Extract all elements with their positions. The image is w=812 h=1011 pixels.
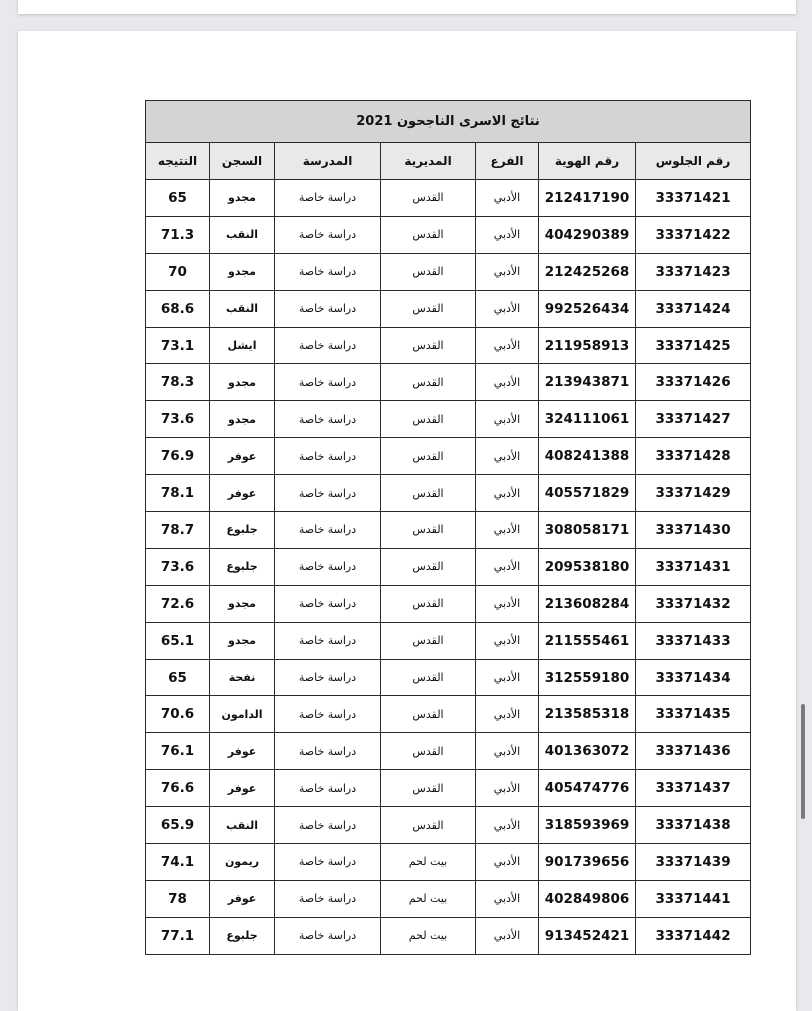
id-number-cell: 324111061 <box>539 401 636 438</box>
prison-cell: جلبوع <box>210 512 275 549</box>
column-header-id-number: رقم الهوية <box>539 143 636 180</box>
column-header-prison: السجن <box>210 143 275 180</box>
branch-cell: الأدبي <box>476 180 539 217</box>
directorate-cell: القدس <box>381 216 476 253</box>
table-row <box>146 290 751 327</box>
school-cell: دراسة خاصة <box>275 622 381 659</box>
directorate-cell: القدس <box>381 548 476 585</box>
school-cell: دراسة خاصة <box>275 253 381 290</box>
prison-cell: ريمون <box>210 844 275 881</box>
id-number-cell: 308058171 <box>539 512 636 549</box>
table-row <box>146 253 751 290</box>
document-page <box>18 31 796 1011</box>
directorate-cell: القدس <box>381 327 476 364</box>
school-cell: دراسة خاصة <box>275 475 381 512</box>
id-number-cell: 211958913 <box>539 327 636 364</box>
column-header-result: النتيجه <box>146 143 210 180</box>
seat-number-cell: 33371421 <box>636 180 751 217</box>
id-number-cell: 213943871 <box>539 364 636 401</box>
seat-number-cell: 33371435 <box>636 696 751 733</box>
result-cell: 65.1 <box>146 622 210 659</box>
seat-number-cell: 33371442 <box>636 917 751 954</box>
prison-cell: النقب <box>210 216 275 253</box>
result-cell: 78.1 <box>146 475 210 512</box>
seat-number-cell: 33371425 <box>636 327 751 364</box>
prison-cell: عوفر <box>210 880 275 917</box>
prison-cell: مجدو <box>210 622 275 659</box>
id-number-cell: 318593969 <box>539 807 636 844</box>
id-number-cell: 312559180 <box>539 659 636 696</box>
id-number-cell: 213608284 <box>539 585 636 622</box>
id-number-cell: 408241388 <box>539 438 636 475</box>
branch-cell: الأدبي <box>476 622 539 659</box>
result-cell: 76.6 <box>146 770 210 807</box>
seat-number-cell: 33371433 <box>636 622 751 659</box>
school-cell: دراسة خاصة <box>275 512 381 549</box>
id-number-cell: 404290389 <box>539 216 636 253</box>
seat-number-cell: 33371431 <box>636 548 751 585</box>
branch-cell: الأدبي <box>476 917 539 954</box>
seat-number-cell: 33371422 <box>636 216 751 253</box>
directorate-cell: القدس <box>381 770 476 807</box>
school-cell: دراسة خاصة <box>275 696 381 733</box>
school-cell: دراسة خاصة <box>275 216 381 253</box>
directorate-cell: القدس <box>381 364 476 401</box>
branch-cell: الأدبي <box>476 327 539 364</box>
school-cell: دراسة خاصة <box>275 659 381 696</box>
seat-number-cell: 33371441 <box>636 880 751 917</box>
table-row <box>146 844 751 881</box>
prison-cell: نفحة <box>210 659 275 696</box>
school-cell: دراسة خاصة <box>275 880 381 917</box>
table-row <box>146 364 751 401</box>
id-number-cell: 213585318 <box>539 696 636 733</box>
seat-number-cell: 33371428 <box>636 438 751 475</box>
result-cell: 76.9 <box>146 438 210 475</box>
directorate-cell: القدس <box>381 290 476 327</box>
directorate-cell: القدس <box>381 733 476 770</box>
result-cell: 78.3 <box>146 364 210 401</box>
branch-cell: الأدبي <box>476 770 539 807</box>
directorate-cell: القدس <box>381 807 476 844</box>
id-number-cell: 212425268 <box>539 253 636 290</box>
table-row <box>146 807 751 844</box>
seat-number-cell: 33371427 <box>636 401 751 438</box>
school-cell: دراسة خاصة <box>275 585 381 622</box>
prison-cell: مجدو <box>210 253 275 290</box>
directorate-cell: بيت لحم <box>381 917 476 954</box>
prison-cell: مجدو <box>210 364 275 401</box>
directorate-cell: القدس <box>381 180 476 217</box>
id-number-cell: 401363072 <box>539 733 636 770</box>
previous-page-edge <box>18 0 796 14</box>
directorate-cell: القدس <box>381 585 476 622</box>
scrollbar-thumb[interactable] <box>801 704 805 819</box>
seat-number-cell: 33371426 <box>636 364 751 401</box>
school-cell: دراسة خاصة <box>275 733 381 770</box>
branch-cell: الأدبي <box>476 659 539 696</box>
school-cell: دراسة خاصة <box>275 807 381 844</box>
id-number-cell: 901739656 <box>539 844 636 881</box>
table-row <box>146 733 751 770</box>
seat-number-cell: 33371434 <box>636 659 751 696</box>
column-header-directorate: المديرية <box>381 143 476 180</box>
table-row <box>146 622 751 659</box>
id-number-cell: 992526434 <box>539 290 636 327</box>
directorate-cell: القدس <box>381 512 476 549</box>
result-cell: 70 <box>146 253 210 290</box>
school-cell: دراسة خاصة <box>275 844 381 881</box>
result-cell: 78 <box>146 880 210 917</box>
result-cell: 77.1 <box>146 917 210 954</box>
directorate-cell: القدس <box>381 659 476 696</box>
prison-cell: جلبوع <box>210 917 275 954</box>
school-cell: دراسة خاصة <box>275 327 381 364</box>
prison-cell: النقب <box>210 290 275 327</box>
branch-cell: الأدبي <box>476 880 539 917</box>
school-cell: دراسة خاصة <box>275 364 381 401</box>
prison-cell: الدامون <box>210 696 275 733</box>
id-number-cell: 212417190 <box>539 180 636 217</box>
seat-number-cell: 33371424 <box>636 290 751 327</box>
directorate-cell: القدس <box>381 622 476 659</box>
id-number-cell: 405571829 <box>539 475 636 512</box>
seat-number-cell: 33371423 <box>636 253 751 290</box>
seat-number-cell: 33371437 <box>636 770 751 807</box>
result-cell: 78.7 <box>146 512 210 549</box>
result-cell: 65.9 <box>146 807 210 844</box>
table-title: نتائج الاسرى الناجحون 2021 <box>146 101 751 143</box>
prison-cell: مجدو <box>210 401 275 438</box>
branch-cell: الأدبي <box>476 696 539 733</box>
id-number-cell: 209538180 <box>539 548 636 585</box>
branch-cell: الأدبي <box>476 216 539 253</box>
prison-cell: مجدو <box>210 585 275 622</box>
table-row <box>146 917 751 954</box>
table-row <box>146 880 751 917</box>
prison-cell: جلبوع <box>210 548 275 585</box>
result-cell: 73.1 <box>146 327 210 364</box>
branch-cell: الأدبي <box>476 438 539 475</box>
result-cell: 70.6 <box>146 696 210 733</box>
prison-cell: عوفر <box>210 733 275 770</box>
directorate-cell: القدس <box>381 253 476 290</box>
prison-cell: عوفر <box>210 438 275 475</box>
directorate-cell: القدس <box>381 475 476 512</box>
table-row <box>146 770 751 807</box>
school-cell: دراسة خاصة <box>275 917 381 954</box>
header-row <box>146 143 751 180</box>
table-row <box>146 512 751 549</box>
prison-cell: عوفر <box>210 475 275 512</box>
table-row <box>146 696 751 733</box>
branch-cell: الأدبي <box>476 807 539 844</box>
seat-number-cell: 33371436 <box>636 733 751 770</box>
directorate-cell: القدس <box>381 696 476 733</box>
seat-number-cell: 33371432 <box>636 585 751 622</box>
branch-cell: الأدبي <box>476 844 539 881</box>
prison-cell: عوفر <box>210 770 275 807</box>
branch-cell: الأدبي <box>476 512 539 549</box>
directorate-cell: القدس <box>381 438 476 475</box>
school-cell: دراسة خاصة <box>275 548 381 585</box>
table-row <box>146 548 751 585</box>
school-cell: دراسة خاصة <box>275 180 381 217</box>
directorate-cell: القدس <box>381 401 476 438</box>
school-cell: دراسة خاصة <box>275 770 381 807</box>
school-cell: دراسة خاصة <box>275 290 381 327</box>
branch-cell: الأدبي <box>476 585 539 622</box>
directorate-cell: بيت لحم <box>381 844 476 881</box>
results-table <box>145 100 751 955</box>
school-cell: دراسة خاصة <box>275 438 381 475</box>
school-cell: دراسة خاصة <box>275 401 381 438</box>
branch-cell: الأدبي <box>476 253 539 290</box>
result-cell: 76.1 <box>146 733 210 770</box>
result-cell: 73.6 <box>146 548 210 585</box>
table-row <box>146 585 751 622</box>
directorate-cell: بيت لحم <box>381 880 476 917</box>
branch-cell: الأدبي <box>476 548 539 585</box>
result-cell: 73.6 <box>146 401 210 438</box>
prison-cell: النقب <box>210 807 275 844</box>
id-number-cell: 913452421 <box>539 917 636 954</box>
table-row <box>146 438 751 475</box>
column-header-seat-number: رقم الجلوس <box>636 143 751 180</box>
prison-cell: ايشل <box>210 327 275 364</box>
branch-cell: الأدبي <box>476 733 539 770</box>
id-number-cell: 402849806 <box>539 880 636 917</box>
column-header-school: المدرسة <box>275 143 381 180</box>
branch-cell: الأدبي <box>476 290 539 327</box>
column-header-branch: الفرع <box>476 143 539 180</box>
prison-cell: مجدو <box>210 180 275 217</box>
result-cell: 71.3 <box>146 216 210 253</box>
table-row <box>146 180 751 217</box>
seat-number-cell: 33371438 <box>636 807 751 844</box>
branch-cell: الأدبي <box>476 475 539 512</box>
result-cell: 68.6 <box>146 290 210 327</box>
id-number-cell: 405474776 <box>539 770 636 807</box>
table-row <box>146 216 751 253</box>
result-cell: 72.6 <box>146 585 210 622</box>
result-cell: 65 <box>146 180 210 217</box>
branch-cell: الأدبي <box>476 401 539 438</box>
result-cell: 74.1 <box>146 844 210 881</box>
table-body <box>146 180 751 955</box>
seat-number-cell: 33371439 <box>636 844 751 881</box>
table-row <box>146 327 751 364</box>
table-row <box>146 659 751 696</box>
table-row <box>146 475 751 512</box>
result-cell: 65 <box>146 659 210 696</box>
branch-cell: الأدبي <box>476 364 539 401</box>
seat-number-cell: 33371429 <box>636 475 751 512</box>
id-number-cell: 211555461 <box>539 622 636 659</box>
table-row <box>146 401 751 438</box>
seat-number-cell: 33371430 <box>636 512 751 549</box>
